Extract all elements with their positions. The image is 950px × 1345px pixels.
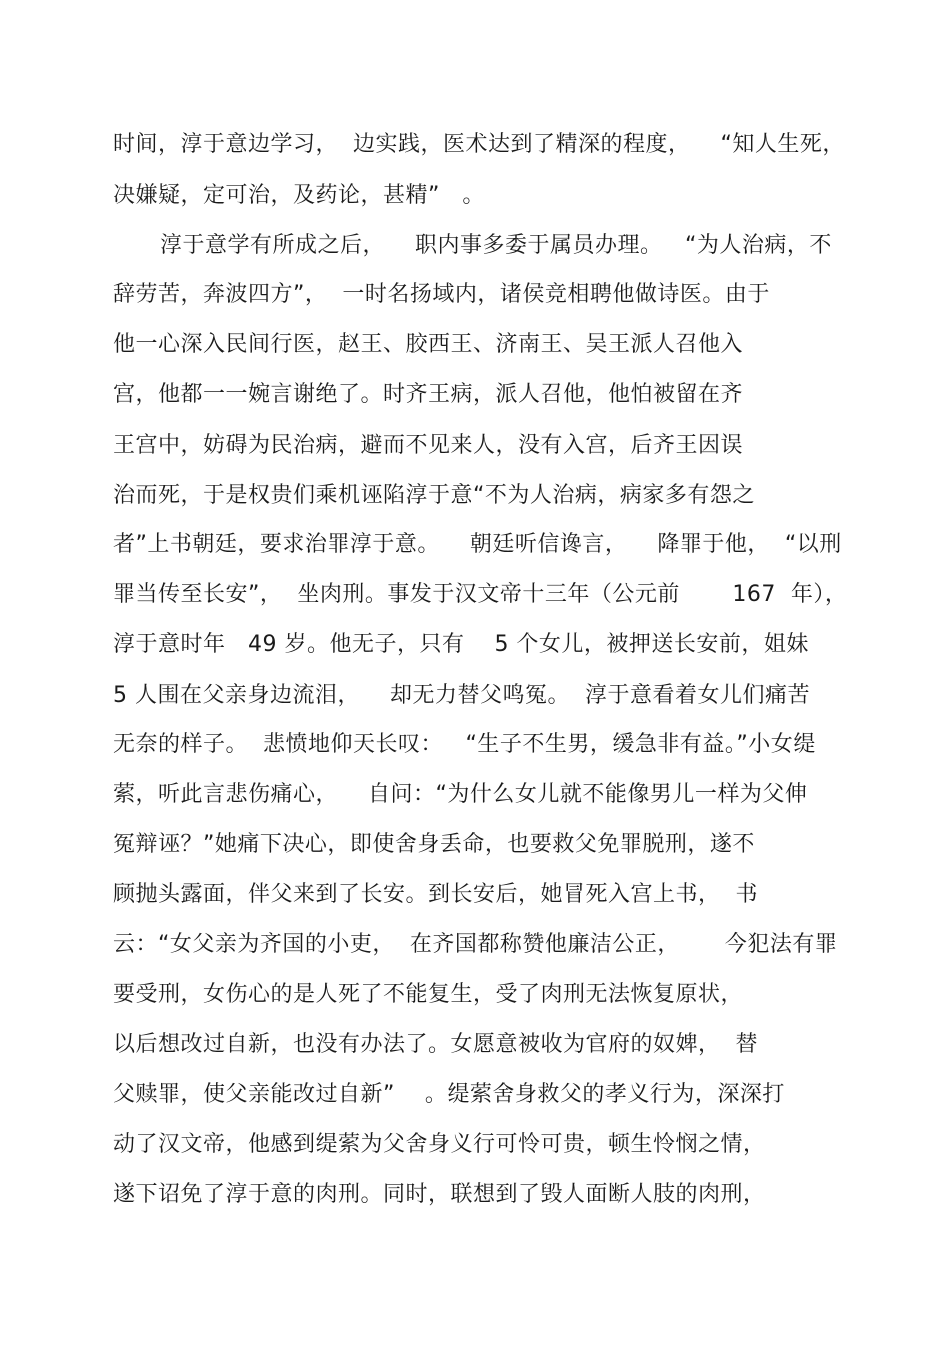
text-line: 王宫中，妨碍为民治病，避而不见来人，没有入宫，后齐王因误 (113, 433, 744, 458)
text-line: 淳于意时年 49 岁。他无子，只有 5 个女儿，被押送长安前，姐妹 (113, 632, 809, 657)
text-line: 无奈的样子。 悲愤地仰天长叹： “生子不生男，缓急非有益。”小女缇 (113, 732, 816, 757)
text-line: 遂下诏免了淳于意的肉刑。同时，联想到了毁人面断人肢的肉刑， (113, 1182, 766, 1207)
text-line: 要受刑，女伤心的是人死了不能复生，受了肉刑无法恢复原状， (113, 982, 744, 1007)
text-line: 云：“女父亲为齐国的小吏， 在齐国都称赞他廉洁公正， 今犯法有罪 (113, 932, 838, 957)
text-line: 顾抛头露面，伴父来到了长安。到长安后，她冒死入宫上书， 书 (113, 882, 758, 907)
text-line: 决嫌疑，定可治，及药论，甚精” 。 (113, 183, 485, 208)
text-line: 宫，他都一一婉言谢绝了。时齐王病，派人召他，他怕被留在齐 (113, 382, 744, 407)
text-line: 罪当传至长安”， 坐肉刑。事发于汉文帝十三年（公元前 167 年）， (113, 582, 848, 607)
text-line: 父赎罪，使父亲能改过自新” 。缇萦舍身救父的孝义行为，深深打 (113, 1082, 785, 1107)
text-line: 萦，听此言悲伤痛心， 自问：“为什么女儿就不能像男儿一样为父伸 (113, 782, 808, 807)
text-line: 以后想改过自新，也没有办法了。女愿意被收为官府的奴婢， 替 (113, 1032, 758, 1057)
text-line: 动了汉文帝，他感到缇萦为父舍身义行可怜可贵，顿生怜悯之情， (113, 1132, 766, 1157)
paragraph-start-line: 淳于意学有所成之后， 职内事多委于属员办理。 “为人治病，不 (160, 233, 832, 258)
text-line: 治而死，于是权贵们乘机诬陷淳于意“不为人治病，病家多有怨之 (113, 483, 755, 508)
text-line: 5 人围在父亲身边流泪， 却无力替父鸣冤。 淳于意看着女儿们痛苦 (113, 683, 810, 708)
text-line: 者”上书朝廷，要求治罪淳于意。 朝廷听信谗言， 降罪于他， “以刑 (113, 532, 842, 557)
text-line: 时间，淳于意边学习， 边实践，医术达到了精深的程度， “知人生死， (113, 132, 845, 157)
text-line: 他一心深入民间行医，赵王、胶西王、济南王、吴王派人召他入 (113, 332, 744, 357)
text-line: 冤辩诬？”她痛下决心，即使舍身丢命，也要救父免罪脱刑，遂不 (113, 832, 755, 857)
text-line: 辞劳苦，奔波四方”， 一时名扬域内，诸侯竞相聘他做诗医。由于 (113, 282, 770, 307)
